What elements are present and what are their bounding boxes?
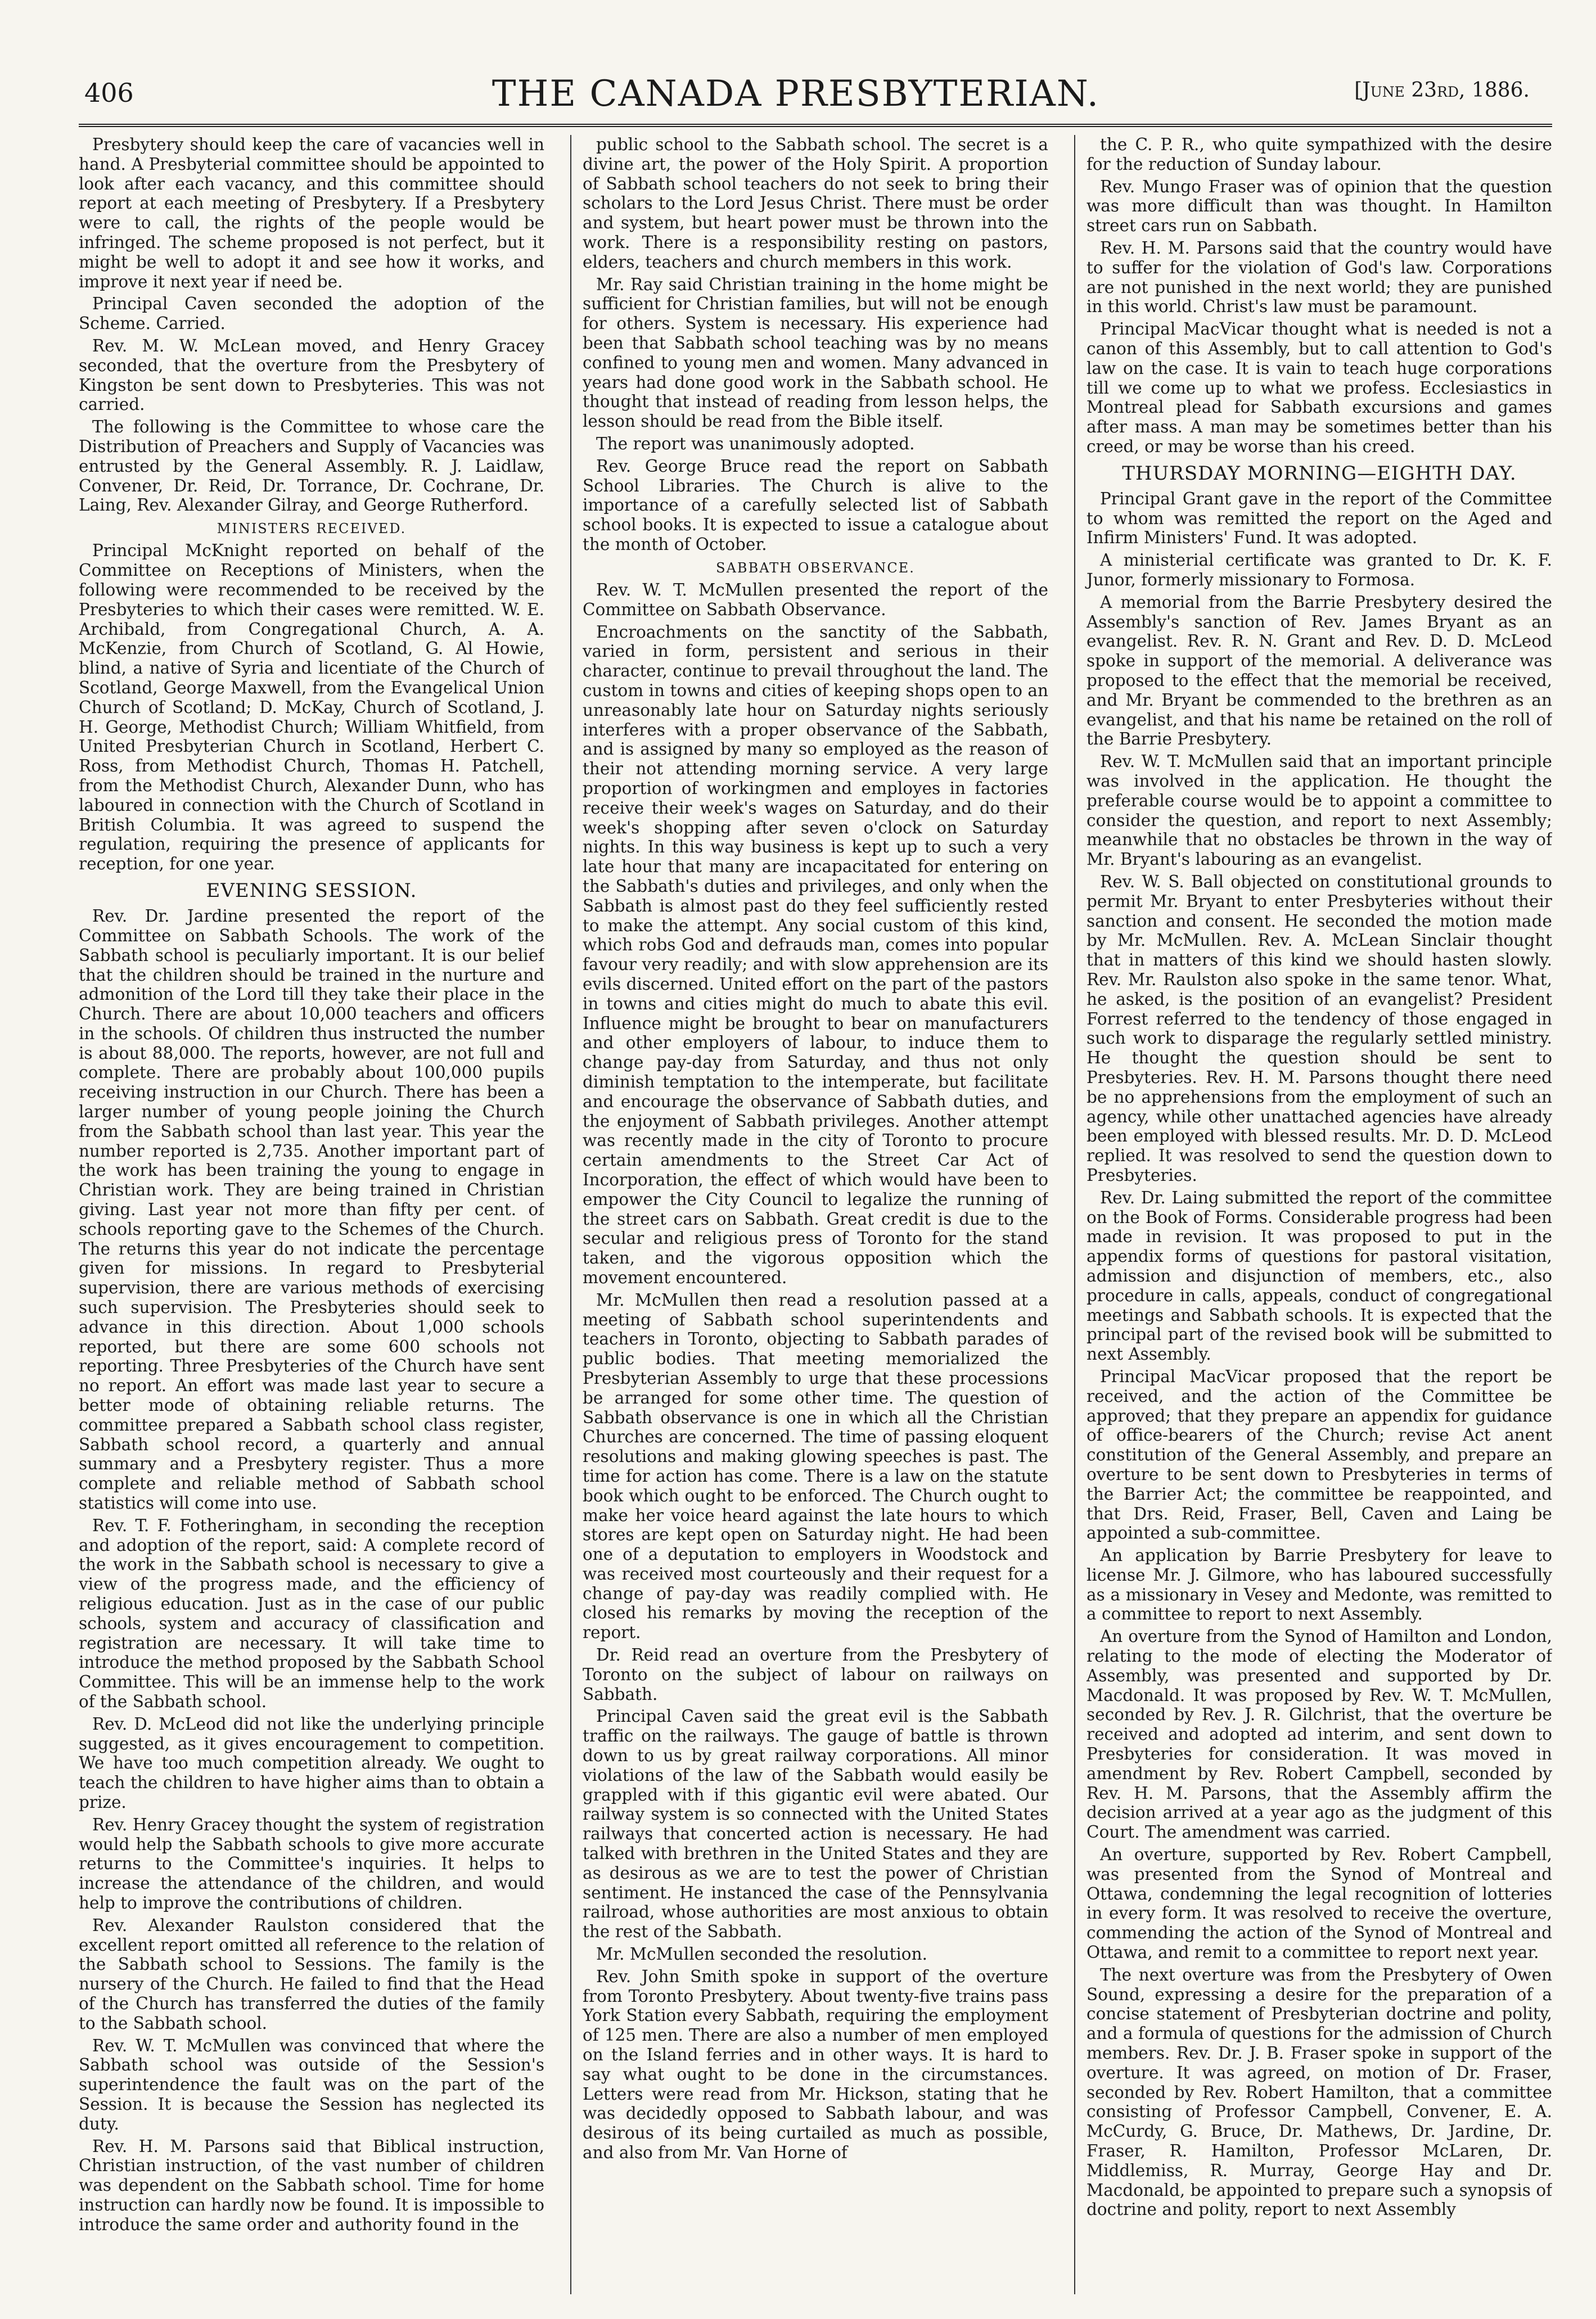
article-paragraph: Rev. M. W. McLean moved, and Henry Gracey seconded, that the overture from the Presbytery of Kingston be sent down to Presbyteries. This was not carried.	[79, 336, 544, 414]
article-paragraph: Mr. McMullen then read a resolution passed at a meeting of Sabbath school superintendents and teachers in Toronto, objecting to Sabbath parades of public bodies. That meeting memorialized the Presbyterian Assembly to urge that these processions be arranged for some other time. The question of Sabbath observance is one in which all the Christian Churches are concerned. The time of passing eloquent resolutions and making glowing speeches is past. The time for action has come. There is a law on the statute book which ought to be enforced. The Church ought to make her voice heard against the late hours to which stores are kept open on Saturday night. He had been one of a deputation to employers in Woodstock and was received most courteously and their request for a change of pay-day was readily complied with. He closed his remarks by moving the reception of the report.	[583, 1290, 1048, 1643]
article-paragraph: Rev. T. F. Fotheringham, in seconding the reception and adoption of the report, said: A complete record of the work in the Sabbath school is necessary to give a view of the progress made, and the efficiency of religious education. Just as in the case of our public schools, system and accuracy of classification and registration are necessary. It will take time to introduce the method proposed by the Sabbath School Committee. This will be an immense help to the work of the Sabbath school.	[79, 1515, 544, 1711]
column-1	[79, 135, 544, 2294]
article-paragraph: Principal MacVicar proposed that the report be received, and the action of the Committee be approved; that they prepare an appendix for guidance of office-bearers of the Church; revise Act anent constitution of the General Assembly, and prepare an overture to be sent down to Presbyteries in terms of the Barrier Act; the committee be reappointed, and that Drs. Reid, Fraser, Bell, Caven and Laing be appointed a sub-committee.	[1086, 1366, 1552, 1543]
article-paragraph: Principal Grant gave in the report of the Committee to whom was remitted the report on the Aged and Infirm Ministers' Fund. It was adopted.	[1086, 489, 1552, 548]
article-paragraph: A ministerial certificate was granted to Dr. K. F. Junor, formerly missionary to Formosa.	[1086, 551, 1552, 590]
article-paragraph: Mr. McMullen seconded the resolution.	[596, 1944, 927, 1964]
section-heading: THURSDAY MORNING—EIGHTH DAY.	[1122, 462, 1517, 485]
article-paragraph: Principal Caven seconded the adoption of the Scheme. Carried.	[79, 294, 544, 333]
article-paragraph: Rev. H. M. Parsons said that Biblical instruction, Christian instruction, of the vast number of children was dependent on the Sabbath school. Time for home instruction can hardly now be found. It is impossible to introduce the same order and authority found in the	[79, 2136, 544, 2234]
section-heading: SABBATH OBSERVANCE.	[716, 560, 915, 576]
section-heading: MINISTERS RECEIVED.	[217, 521, 407, 537]
article-paragraph: Principal McKnight reported on behalf of the Committee on Receptions of Ministers, when the following were recommended to be received by the Presbyteries to which their cases were remitted. W. E. Archibald, from Congregational Church, A. A. McKenzie, from Church of Scotland, G. Al Howie, blind, a native of Syria and licentiate of the Church of Scotland, George Maxwell, from the Evangelical Union Church of Scotland; D. McKay, Church of Scotland, J. H. George, Methodist Church; William Whitfield, from United Presbyterian Church in Scotland, Herbert C. Ross, from Methodist Church, Thomas H. Patchell, from the Methodist Church, Alexander Dunn, who has laboured in connection with the Church of Scotland in British Columbia. It was agreed to suspend the regulation, requiring the presence of applicants for reception, for one year.	[79, 541, 544, 874]
article-paragraph: Principal MacVicar thought what is needed is not a canon of this Assembly, but to call attention to God's law on the case. It is vain to teach huge corporations till we come up to what we profess. Ecclesiastics in Montreal plead for Sabbath excursions and games after mass. A man may be sometimes better than his creed, or may be worse than his creed.	[1086, 319, 1552, 456]
article-paragraph: The report was unanimously adopted.	[596, 434, 915, 453]
article-paragraph: Rev. D. McLeod did not like the underlying principle suggested, as it gives encouragement to competition. We have too much competition already. We ought to teach the children to have higher aims than to obtain a prize.	[79, 1714, 544, 1812]
article-paragraph: Rev. Dr. Laing submitted the report of the committee on the Book of Forms. Considerable progress had been made in revision. It was proposed to put in the appendix forms of questions for pastoral visitation, admission and disjunction of members, etc., also procedure in calls, appeals, conduct of congregational meetings and Sabbath schools. It is expected that the principal part of the revised book will be submitted to next Assembly.	[1086, 1188, 1552, 1364]
newspaper-title: THE CANADA PRESBYTERIAN.	[492, 73, 1100, 115]
header-rule	[79, 124, 1552, 127]
article-paragraph: Rev. W. T. McMullen said that an important principle was involved in the application. He thought the preferable course would be to appoint a committee to consider the question, and report to next Assembly; meanwhile that no obstacles be thrown in the way of Mr. Bryant's labouring as an evangelist.	[1086, 752, 1552, 869]
column-2	[570, 135, 1048, 2294]
article-paragraph: The next overture was from the Presbytery of Owen Sound, expressing a desire for the preparation of a concise statement of Presbyterian doctrine and polity, and a formula of questions for the admission of Church members. Rev. Dr. J. B. Fraser spoke in support of the overture. It was agreed, on motion of Dr. Fraser, seconded by Rev. Robert Hamilton, that a committee consisting of Professor Campbell, Convener, E. A. McCurdy, G. Bruce, Dr. Mathews, Dr. Jardine, Dr. Fraser, R. Hamilton, Professor McLaren, Dr. Middlemiss, R. Murray, George Hay and Dr. Macdonald, be appointed to prepare such a synopsis of doctrine and polity, report to next Assembly	[1086, 1965, 1552, 2219]
article-paragraph: Encroachments on the sanctity of the Sabbath, varied in form, persistent and serious in their character, continue to prevail throughout the land. The custom in towns and cities of keeping shops open to an unreasonably late hour on Saturday nights seriously interferes with a proper observance of the Sabbath, and is assigned by many so employed as the reason of their not attending morning service. A very large proportion of workingmen and employes in factories receive their week's wages on Saturday, and do their week's shopping after seven o'clock on Saturday nights. In this way business is kept up to such a very late hour that many are incapacitated for entering on the Sabbath's duties and privileges, and only when the Sabbath is almost past do they feel sufficiently rested to make the attempt. Any social custom of this kind, which robs God and defrauds man, comes into popular favour very readily; and with slow apprehension are its evils discerned. United effort on the part of the pastors in towns and cities might do much to abate this evil. Influence might be brought to bear on manufacturers and other employers of labour, to induce them to change pay-day from Saturday, and thus not only diminish temptation to the intemperate, but facilitate and encourage the observance of Sabbath duties, and the enjoyment of Sabbath privileges. Another attempt was recently made in the city of Toronto to procure certain amendments to the Street Car Act of Incorporation, the effect of which would have been to empower the City Council to legalize the running of the street cars on Sabbath. Great credit is due to the secular and religious press of Toronto for the stand taken, and the vigorous opposition which the movement encountered.	[583, 622, 1048, 1287]
article-paragraph: Rev. Mungo Fraser was of opinion that the question was more difficult than was thought. In Hamilton street cars run on Sabbath.	[1086, 177, 1552, 236]
article-paragraph: Rev. Henry Gracey thought the system of registration would help the Sabbath schools to give more accurate returns to the Committee's inquiries. It helps to increase the attendance of the children, and would help to improve the contributions of children.	[79, 1815, 544, 1912]
article-paragraph: A memorial from the Barrie Presbytery desired the Assembly's sanction of Rev. James Bryant as an evangelist. Rev. R. N. Grant and Rev. D. D. McLeod spoke in support of the memorial. A deliverance was proposed to the effect that the memorial be received, and Mr. Bryant be commended to the brethren as an evangelist, and that his name be retained on the roll of the Barrie Presbytery.	[1086, 592, 1552, 749]
article-paragraph: Mr. Ray said Christian training in the home might be sufficient for Christian families, but will not be enough for others. System is necessary. His experience had been that Sabbath school teaching was by no means confined to young men and women. Many advanced in years had done good work in the Sabbath school. He thought that instead of reading from lesson helps, the lesson should be read from the Bible itself.	[583, 274, 1048, 431]
column-3	[1074, 135, 1552, 2294]
article-paragraph: Dr. Reid read an overture from the Presbytery of Toronto on the subject of labour on railways on Sabbath.	[583, 1645, 1048, 1704]
article-paragraph: Presbytery should keep the care of vacancies well in hand. A Presbyterial committee should be appointed to look after each vacancy, and this committee should report at each meeting of Presbytery. If a Presbytery were to call, the rights of the people would be infringed. The scheme proposed is not perfect, but it might be well to adopt it and see how it works, and improve it next year if need be.	[79, 135, 544, 291]
article-paragraph: Rev. W. T. McMullen was convinced that where the Sabbath school was outside of the Session's superintendence the fault was on the part of the Session. It is because the Session has neglected its duty.	[79, 2036, 544, 2133]
issue-date: [June 23rd, 1886.	[1354, 79, 1530, 102]
article-paragraph: Principal Caven said the great evil is the Sabbath traffic on the railways. The gauge of battle is thrown down to us by great railway corporations. All minor violations of the law of the Sabbath would easily be grappled with if this gigantic evil were abated. Our railway system is so connected with the United States railways that concerted action is necessary. He had talked with brethren in the United States and they are as desirous as we are to test the power of Christian sentiment. He instanced the case of the Pennsylvania railroad, whose authorities are most anxious to obtain the rest of the Sabbath.	[583, 1707, 1048, 1942]
article-paragraph: Rev. W. S. Ball objected on constitutional grounds to permit Mr. Bryant to enter Presbyteries without their sanction and consent. He seconded the motion made by Mr. McMullen. Rev. A. McLean Sinclair thought that in matters of this kind we should hasten slowly. Rev. Mr. Raulston also spoke in the same tenor. What, he asked, is the position of an evangelist? President Forrest referred to the tendency of those engaged in such work to disparage the regularly settled ministry. He thought the question should be sent to Presbyteries. Rev. H. M. Parsons thought there need be no apprehensions from the employment of such an agency, while other unattached agencies have already been employed with blessed results. Mr. D. D. McLeod replied. It was resolved to send the question down to Presbyteries.	[1086, 872, 1552, 1185]
article-paragraph: public school to the Sabbath school. The secret is a divine art, the power of the Holy Spirit. A proportion of Sabbath school teachers do not seek to bring their scholars to the Lord Jesus Christ. There must be order and system, but heart power must be thrown into the work. There is a responsibility resting on pastors, elders, teachers and church members in this work.	[583, 135, 1048, 272]
article-paragraph: Rev. Alexander Raulston considered that the excellent report omitted all reference to the relation of the Sabbath school to Sessions. The family is the nursery of the Church. He failed to find that the Head of the Church has transferred the duties of the family to the Sabbath school.	[79, 1915, 544, 2033]
article-paragraph: The following is the Committee to whose care the Distribution of Preachers and Supply of Vacancies was entrusted by the General Assembly. R. J. Laidlaw, Convener, Dr. Reid, Dr. Torrance, Dr. Cochrane, Dr. Laing, Rev. Alexander Gilray, and George Rutherford.	[79, 417, 544, 515]
article-paragraph: the C. P. R., who quite sympathized with the desire for the reduction of Sunday labour.	[1086, 135, 1552, 174]
newspaper-page	[39, 56, 1552, 2294]
section-heading: EVENING SESSION.	[206, 879, 417, 902]
text-columns	[79, 135, 1552, 2294]
article-paragraph: Rev. John Smith spoke in support of the overture from Toronto Presbytery. About twenty-five trains pass York Station every Sabbath, requiring the employment of 125 men. There are also a number of men employed on the Island ferries and in other ways. It is hard to say what ought to be done in the circumstances. Letters were read from Mr. Hickson, stating that he was decidedly opposed to Sabbath labour, and was desirous of its being curtailed as much as possible, and also from Mr. Van Horne of	[583, 1966, 1048, 2162]
article-paragraph: Rev. H. M. Parsons said that the country would have to suffer for the violation of God's law. Corporations are not punished in the next world; they are punished in this world. Christ's law must be paramount.	[1086, 238, 1552, 317]
article-paragraph: Rev. George Bruce read the report on Sabbath School Libraries. The Church is alive to the importance of a carefully selected list of Sabbath school books. It is expected to issue a catalogue about the month of October.	[583, 456, 1048, 554]
article-paragraph: An overture, supported by Rev. Robert Campbell, was presented from the Synod of Montreal and Ottawa, condemning the legal recognition of lotteries in every form. It was resolved to receive the overture, commending the action of the Synod of Montreal and Ottawa, and remit to a committee to report next year.	[1086, 1845, 1552, 1962]
article-paragraph: Rev. Dr. Jardine presented the report of the Committee on Sabbath Schools. The work of the Sabbath school is peculiarly important. It is our belief that the children should be trained in the nurture and admonition of the Lord till they take their place in the Church. There are about 10,000 teachers and officers in the schools. Of children thus instructed the number is about 88,000. The reports, however, are not full and complete. There are probably about 100,000 pupils receiving instruction in our Church. There has been a larger number of young people joining the Church from the Sabbath school than last year. This year the number reported is 2,735. Another important part of the work has been training the young to engage in Christian work. They are being trained in Christian giving. Last year not more than fifty per cent. of schools reporting gave to the Schemes of the Church. The returns this year do not indicate the percentage given for missions. In regard to Presbyterial supervision, there are various methods of exercising such supervision. The Presbyteries should seek to advance in this direction. About 1,000 schools reported, but there are some 600 schools not reporting. Three Presbyteries of the Church have sent no report. An effort was made last year to secure a better mode of obtaining reliable returns. The committee prepared a Sabbath school class register, Sabbath school record, a quarterly and annual summary and a Presbytery register. Thus a more complete and reliable method of Sabbath school statistics will come into use.	[79, 906, 544, 1513]
page-number: 406	[84, 78, 134, 108]
article-paragraph: An application by Barrie Presbytery for leave to license Mr. J. Gilmore, who has laboured successfully as a missionary in Vesey and Medonte, was remitted to a committee to report to next Assembly.	[1086, 1546, 1552, 1624]
article-paragraph: An overture from the Synod of Hamilton and London, relating to the mode of electing the Moderator of Assembly, was presented and supported by Dr. Macdonald. It was proposed by Rev. W. T. McMullen, seconded by Rev. J. R. Gilchrist, that the overture be received and adopted ad interim, and sent down to Presbyteries for consideration. It was moved in amendment by Rev. Robert Campbell, seconded by Rev. H. M. Parsons, that the Assembly affirm the decision arrived at a year ago as the judgment of this Court. The amendment was carried.	[1086, 1627, 1552, 1842]
masthead	[39, 56, 1552, 115]
article-paragraph: Rev. W. T. McMullen presented the report of the Committee on Sabbath Observance.	[583, 580, 1048, 619]
